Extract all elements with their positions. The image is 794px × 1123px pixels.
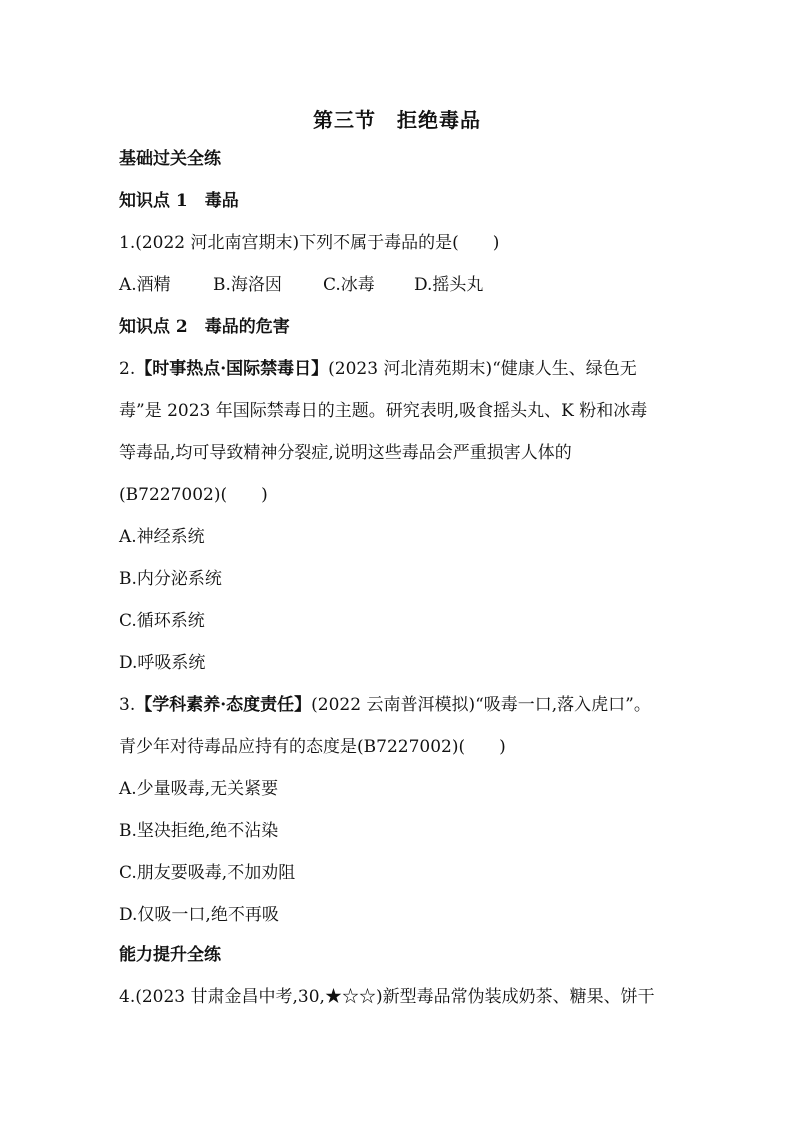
question-2-line-2: 毒”是 2023 年国际禁毒日的主题。研究表明,吸食摇头丸、K 粉和冰毒 (119, 401, 648, 421)
question-3-line-2: 青少年对待毒品应持有的态度是(B7227002)( ) (119, 737, 506, 757)
question-2-line-3: 等毒品,均可导致精神分裂症,说明这些毒品会严重损害人体的 (119, 443, 572, 463)
page-title: 第三节 拒绝毒品 (313, 108, 481, 132)
question-4-line-1: 4.(2023 甘肃金昌中考,30,★☆☆)新型毒品常伪装成奶茶、糖果、饼干 (119, 987, 655, 1007)
question-2-option-a: A.神经系统 (119, 527, 205, 547)
question-1-options (119, 274, 679, 296)
question-2-tag: 【时事热点·国际禁毒日】 (135, 359, 329, 379)
question-3-option-a: A.少量吸毒,无关紧要 (119, 779, 279, 799)
question-3-line-1-text: (2022 云南普洱模拟)“吸毒一口,落入虎口”。 (311, 695, 651, 715)
question-2-option-d: D.呼吸系统 (119, 653, 206, 673)
question-2-line-1-text: (2023 河北清苑期末)“健康人生、绿色无 (328, 359, 637, 379)
question-2-option-c: C.循环系统 (119, 611, 205, 631)
question-1-stem: 1.(2022 河北南宫期末)下列不属于毒品的是( ) (119, 233, 500, 253)
question-3-option-c: C.朋友要吸毒,不加劝阻 (119, 863, 296, 883)
question-2-line-1 (119, 358, 679, 380)
knowledge-point-1-heading: 知识点 1 毒品 (119, 191, 239, 211)
question-2-number: 2. (119, 359, 136, 379)
question-3-option-b: B.坚决拒绝,绝不沾染 (119, 821, 279, 841)
section-heading-basic: 基础过关全练 (119, 149, 221, 169)
question-3-number: 3. (119, 695, 136, 715)
question-3-line-1 (119, 694, 679, 716)
question-2-option-b: B.内分泌系统 (119, 569, 222, 589)
question-2-line-4: (B7227002)( ) (119, 485, 268, 505)
knowledge-point-2-heading: 知识点 2 毒品的危害 (119, 317, 290, 337)
question-1-option-d: D.摇头丸 (414, 275, 484, 295)
question-1-option-a: A.酒精 (119, 275, 171, 295)
question-3-tag: 【学科素养·态度责任】 (135, 695, 312, 715)
question-3-option-d: D.仅吸一口,绝不再吸 (119, 905, 279, 925)
question-1-option-c: C.冰毒 (323, 275, 375, 295)
section-heading-advanced: 能力提升全练 (119, 945, 221, 965)
question-1-option-b: B.海洛因 (213, 275, 282, 295)
